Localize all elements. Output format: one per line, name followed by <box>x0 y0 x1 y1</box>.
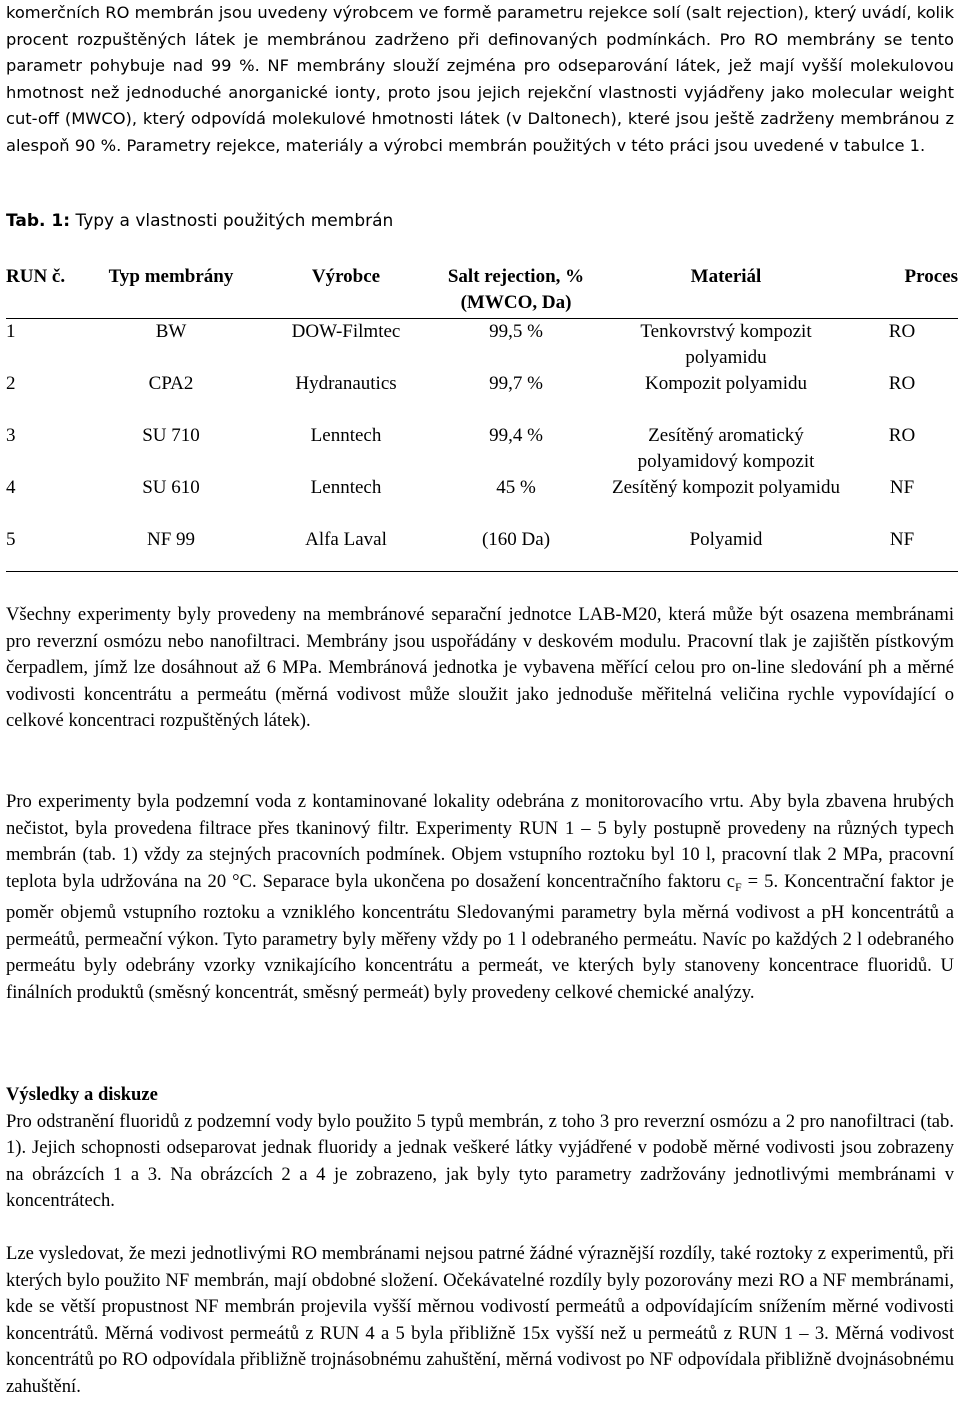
cell-salt: 99,7 % <box>489 373 543 394</box>
header-material: Materiál <box>690 266 762 287</box>
cell-proces: NF <box>889 477 915 498</box>
cell-material: Zesítěný kompozit polyamidu <box>612 477 840 498</box>
cell-material: Zesítěný aromatický polyamidový kompozit <box>637 425 815 472</box>
cell-run: 4 <box>6 477 16 498</box>
table-row <box>6 423 958 475</box>
cell-vyrobce: Hydranautics <box>295 373 397 394</box>
table-caption-label: Tab. 1: <box>6 211 71 231</box>
cell-vyrobce: DOW-Filmtec <box>291 321 401 342</box>
body-paragraph-2-block <box>0 789 960 1006</box>
table-row <box>6 371 958 423</box>
body-paragraph-1: Všechny experimenty byly provedeny na membránové separační jednotce LAB-M20, která může být osazena membránami pro reverzní osmózu nebo nanofiltraci. Membrány jsou uspořádány v deskovém modulu. Pracovní tlak je zajištěn pístkovým čerpadlem, jímž lze dosáhnout až 6 MPa. Membránová jednotka je vybavena měřící celou pro on-line sledování ph a měrné vodivosti koncentrátu a permeátu (měrná vodivost může sloužit jako jednoduše měřitelná veličina rychle vypovídající o celkové koncentraci rozpuštěných látek). <box>6 604 954 731</box>
cell-salt: 99,4 % <box>489 425 543 446</box>
cell-salt: (160 Da) <box>481 529 551 550</box>
table-caption <box>6 208 393 235</box>
cell-typ: SU 610 <box>142 477 200 498</box>
results-paragraph-2-block <box>0 1241 960 1400</box>
concentration-factor-subscript: F <box>735 879 742 894</box>
cell-proces: NF <box>889 529 915 550</box>
cell-typ: CPA2 <box>148 373 194 394</box>
results-section <box>0 1082 960 1215</box>
header-salt: Salt rejection, % (MWCO, Da) <box>447 266 585 313</box>
cell-typ: BW <box>155 321 187 342</box>
intro-block <box>0 0 960 159</box>
cell-run: 5 <box>6 529 16 550</box>
header-typ: Typ membrány <box>108 266 234 287</box>
header-run: RUN č. <box>6 266 66 287</box>
cell-vyrobce: Lenntech <box>310 425 382 446</box>
body-paragraph-2-part-a: Pro experimenty byla podzemní voda z kontaminované lokality odebrána z monitorovacího vrtu. Aby byla zbavena hrubých nečistot, byla provedena filtrace přes tkaninový filtr. Experimenty RUN 1 – 5 byly postupně provedeny na různých typech membrán (tab. 1) vždy za stejných pracovních podmínek. Objem vstupního roztoku byl 10 l, pracovní tlak 2 MPa, pracovní teplota byla udržována na 20 °C. Separace byla ukončena po dosažení koncentračního faktoru c <box>6 791 954 892</box>
intro-paragraph: komerčních RO membrán jsou uvedeny výrobcem ve formě parametru rejekce solí (salt rejection), který uvádí, kolik procent rozpuštěných látek je membránou zadrženo při definovaných podmínkách. Pro RO membrány se tento parametr pohybuje nad 99 %. NF membrány slouží zejména pro odseparování látek, jež mají vyšší molekulovou hmotnost než jednoduché anorganické ionty, proto jsou jejich rejekční vlastnosti vyjádřeny jako molecular weight cut-off (MWCO), který odpovídá molekulové hmotnosti látek (v Daltonech), které jsou ještě zadrženy membránou z alespoň 90 %. Parametry rejekce, materiály a výrobci membrán použitých v této práci jsou uvedené v tabulce 1. <box>6 3 954 155</box>
cell-run: 1 <box>6 321 16 342</box>
results-heading: Výsledky a diskuze <box>6 1084 158 1105</box>
results-paragraph-1: Pro odstranění fluoridů z podzemní vody bylo použito 5 typů membrán, z toho 3 pro reverzní osmózu a 2 pro nanofiltraci (tab. 1). Jejich schopnosti odseparovat jednak fluoridy a jednak veškeré látky vyjádřené v podobě měrné vodivosti jsou zobrazeny na obrázcích 1 a 3. Na obrázcích 2 a 4 je zobrazeno, jak byly tyto parametry zadržovány jednotlivými membránami v koncentrátech. <box>6 1110 954 1211</box>
cell-proces: RO <box>888 321 916 342</box>
results-paragraph-2: Lze vysledovat, že mezi jednotlivými RO membránami nejsou patrné žádné výraznější rozdíly, také roztoky z experimentů, při kterých bylo použito NF membrán, mají obdobné složení. Očekávatelné rozdíly byly pozorovány mezi RO a NF membránami, kde se větší propustnost NF membrán projevila vyšší měrnou vodivostí permeátů a odpovídajícím snížením měrné vodivosti koncentrátů. Měrná vodivost permeátů z RUN 4 a 5 byla přibližně 15x vyšší než u permeátů z RUN 1 – 3. Měrná vodivost koncentrátů po RO odpovídala přibližně trojnásobnému zahuštění, měrná vodivost po NF odpovídala přibližně dvojnásobnému zahuštění. <box>6 1243 954 1397</box>
body-paragraph-1-block <box>0 602 960 735</box>
body-paragraph-2-part-b: = 5. Koncentrační faktor je poměr objemů vstupního roztoku a vzniklého koncentrátu Sledovanými parametry byla měrná vodivost a pH koncentrátů a permeátů, permeační výkon. Tyto parametry byly měřeny vždy po 1 l odebraného permeátu. Navíc po každých 2 l odebraného permeátu byly odebrány vzorky vznikajícího koncentrátu a permeát, ve kterých byly stanoveny koncentrace fluoridů. U finálních produktů (směsný koncentrát, směsný permeát) byly provedeny celkové chemické analýzy. <box>6 870 955 1003</box>
table-row <box>6 319 958 372</box>
cell-run: 2 <box>6 373 16 394</box>
table-header-row <box>6 264 958 319</box>
cell-salt: 45 % <box>496 477 536 498</box>
cell-typ: SU 710 <box>142 425 200 446</box>
membrane-table <box>6 264 958 572</box>
cell-typ: NF 99 <box>146 529 196 550</box>
cell-vyrobce: Lenntech <box>310 477 382 498</box>
table-caption-text: Typy a vlastnosti použitých membrán <box>70 211 394 231</box>
table-row <box>6 475 958 527</box>
body-paragraph-2 <box>6 789 954 1006</box>
cell-proces: RO <box>888 373 916 394</box>
cell-material: Kompozit polyamidu <box>644 373 807 394</box>
cell-vyrobce: Alfa Laval <box>305 529 387 550</box>
cell-proces: RO <box>888 425 916 446</box>
cell-run: 3 <box>6 425 16 446</box>
header-proces: Proces <box>904 266 958 287</box>
cell-material: Polyamid <box>689 529 763 550</box>
cell-material: Tenkovrstvý kompozit polyamidu <box>640 321 812 368</box>
table-row <box>6 527 958 572</box>
header-vyrobce: Výrobce <box>311 266 381 287</box>
cell-salt: 99,5 % <box>489 321 543 342</box>
